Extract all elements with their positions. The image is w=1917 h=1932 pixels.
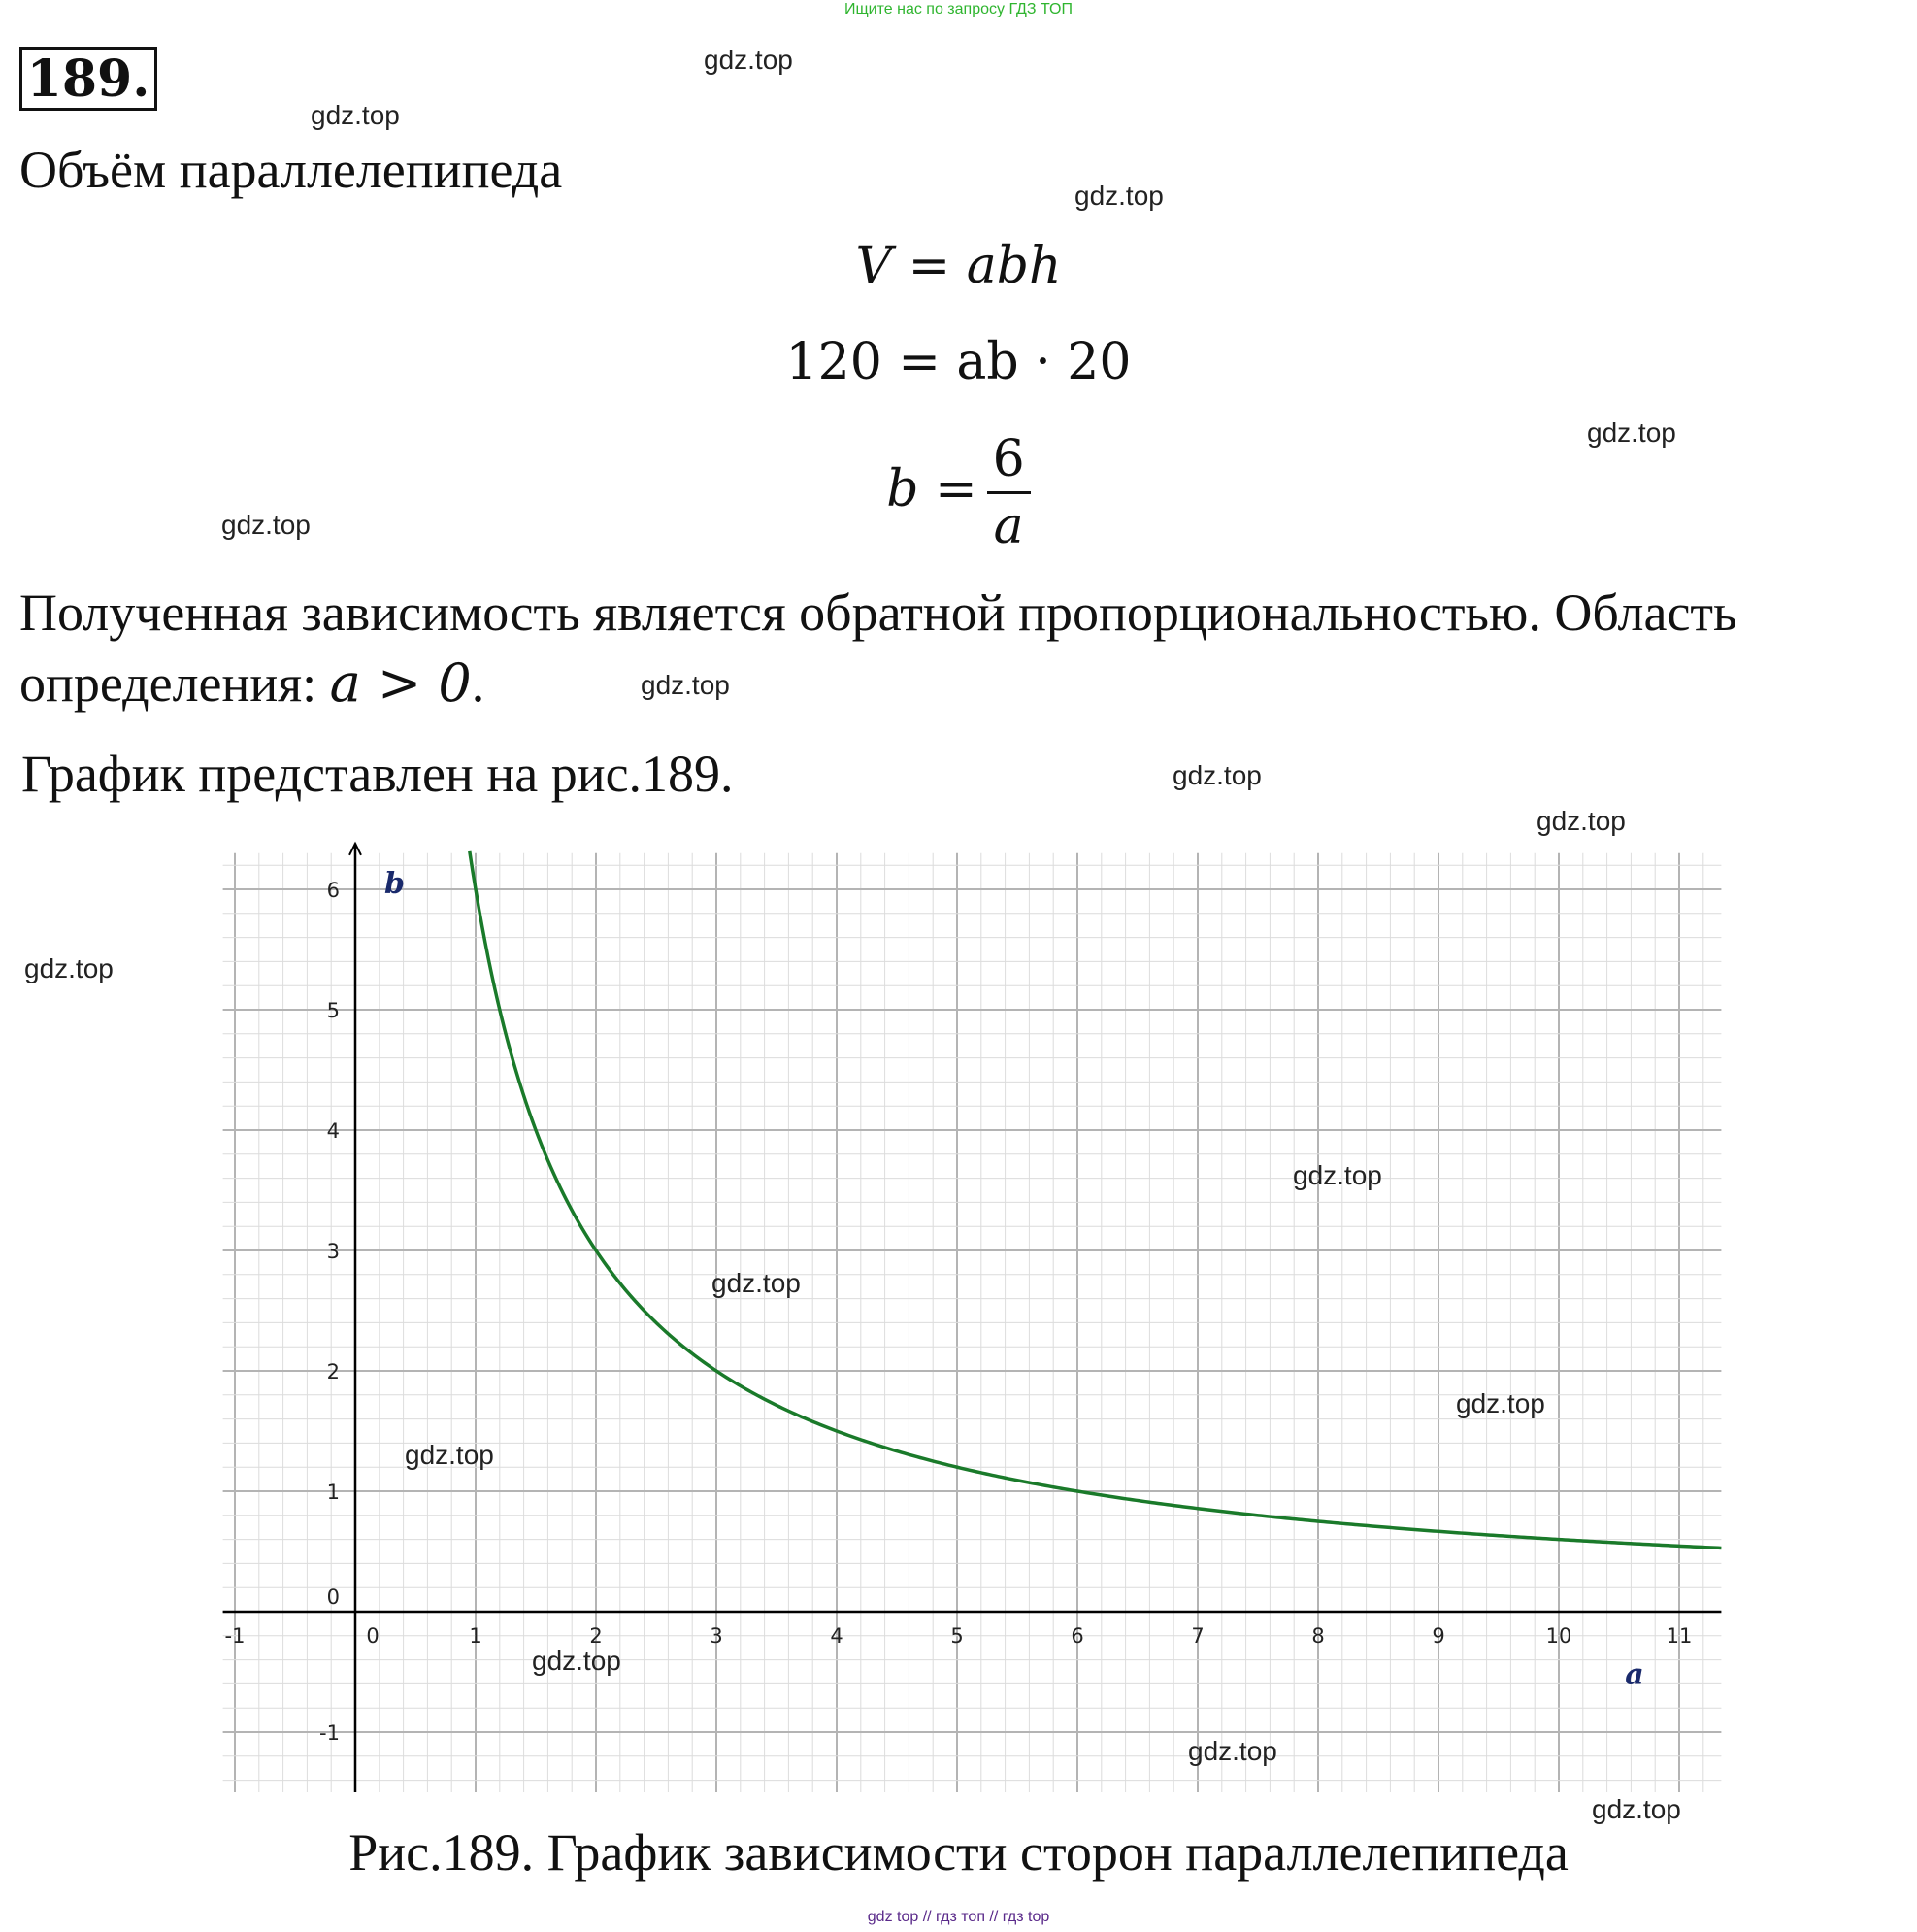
fraction-numerator: 6: [987, 427, 1031, 494]
equation-substituted: 120 = ab · 20: [785, 333, 1132, 391]
x-tick-label: 11: [1666, 1624, 1693, 1648]
x-tick-label: 3: [710, 1624, 723, 1648]
x-tick-label: 10: [1545, 1624, 1572, 1648]
x-tick-label: 0: [366, 1624, 380, 1648]
fraction-denominator: a: [993, 497, 1024, 555]
domain-inequality: a > 0: [329, 652, 472, 714]
watermark: gdz.top: [1188, 1736, 1277, 1766]
y-tick-label: 1: [326, 1481, 340, 1504]
watermark: gdz.top: [311, 100, 400, 130]
x-tick-label: 4: [830, 1624, 843, 1648]
watermark: gdz.top: [711, 1268, 801, 1298]
paragraph-line2-suffix: .: [471, 654, 485, 713]
x-axis-label: a: [1625, 1657, 1644, 1692]
y-tick-label: -1: [319, 1721, 340, 1745]
intro-text: Объём параллелепипеда: [19, 141, 563, 199]
x-tick-label: 9: [1432, 1624, 1445, 1648]
top-banner[interactable]: Ищите нас по запросу ГДЗ ТОП: [844, 1, 1073, 17]
watermark: gdz.top: [1592, 1794, 1681, 1824]
watermark: gdz.top: [221, 510, 311, 540]
watermark: gdz.top: [1587, 417, 1676, 448]
y-tick-label: 3: [326, 1240, 340, 1263]
y-tick-label: 5: [326, 999, 340, 1022]
paragraph-line2-prefix: определения:: [19, 654, 330, 713]
x-tick-label: 7: [1191, 1624, 1205, 1648]
figure-caption: Рис.189. График зависимости сторон параллелепипеда: [348, 1823, 1569, 1882]
equation-result-lhs: b =: [886, 460, 977, 518]
watermark: gdz.top: [641, 670, 730, 700]
x-tick-label: 2: [589, 1624, 603, 1648]
x-tick-label: 6: [1071, 1624, 1084, 1648]
x-tick-label: -1: [224, 1624, 246, 1648]
equation-volume: V = abh: [855, 237, 1062, 295]
watermark: gdz.top: [1456, 1388, 1545, 1418]
y-tick-label: 2: [326, 1360, 340, 1383]
x-tick-label: 1: [469, 1624, 482, 1648]
y-axis-label: b: [384, 867, 405, 901]
y-tick-label: 4: [326, 1119, 340, 1143]
watermark: gdz.top: [1173, 760, 1262, 790]
y-tick-label: 0: [326, 1585, 340, 1609]
watermark: gdz.top: [704, 45, 793, 75]
x-tick-label: 8: [1311, 1624, 1325, 1648]
watermark: gdz.top: [405, 1440, 494, 1470]
watermark: gdz.top: [532, 1646, 621, 1676]
paragraph-line1: Полученная зависимость является обратной пропорциональностью. Область: [19, 583, 1737, 642]
watermark: gdz.top: [1293, 1160, 1382, 1190]
bottom-banner[interactable]: gdz top // гдз топ // гдз top: [867, 1909, 1050, 1925]
watermark: gdz.top: [24, 953, 114, 983]
watermark: gdz.top: [1074, 181, 1164, 211]
x-tick-label: 5: [950, 1624, 964, 1648]
problem-number: 189.: [19, 47, 157, 111]
watermark: gdz.top: [1537, 806, 1626, 836]
graph-intro: График представлен на рис.189.: [21, 745, 734, 803]
y-tick-label: 6: [326, 879, 340, 902]
